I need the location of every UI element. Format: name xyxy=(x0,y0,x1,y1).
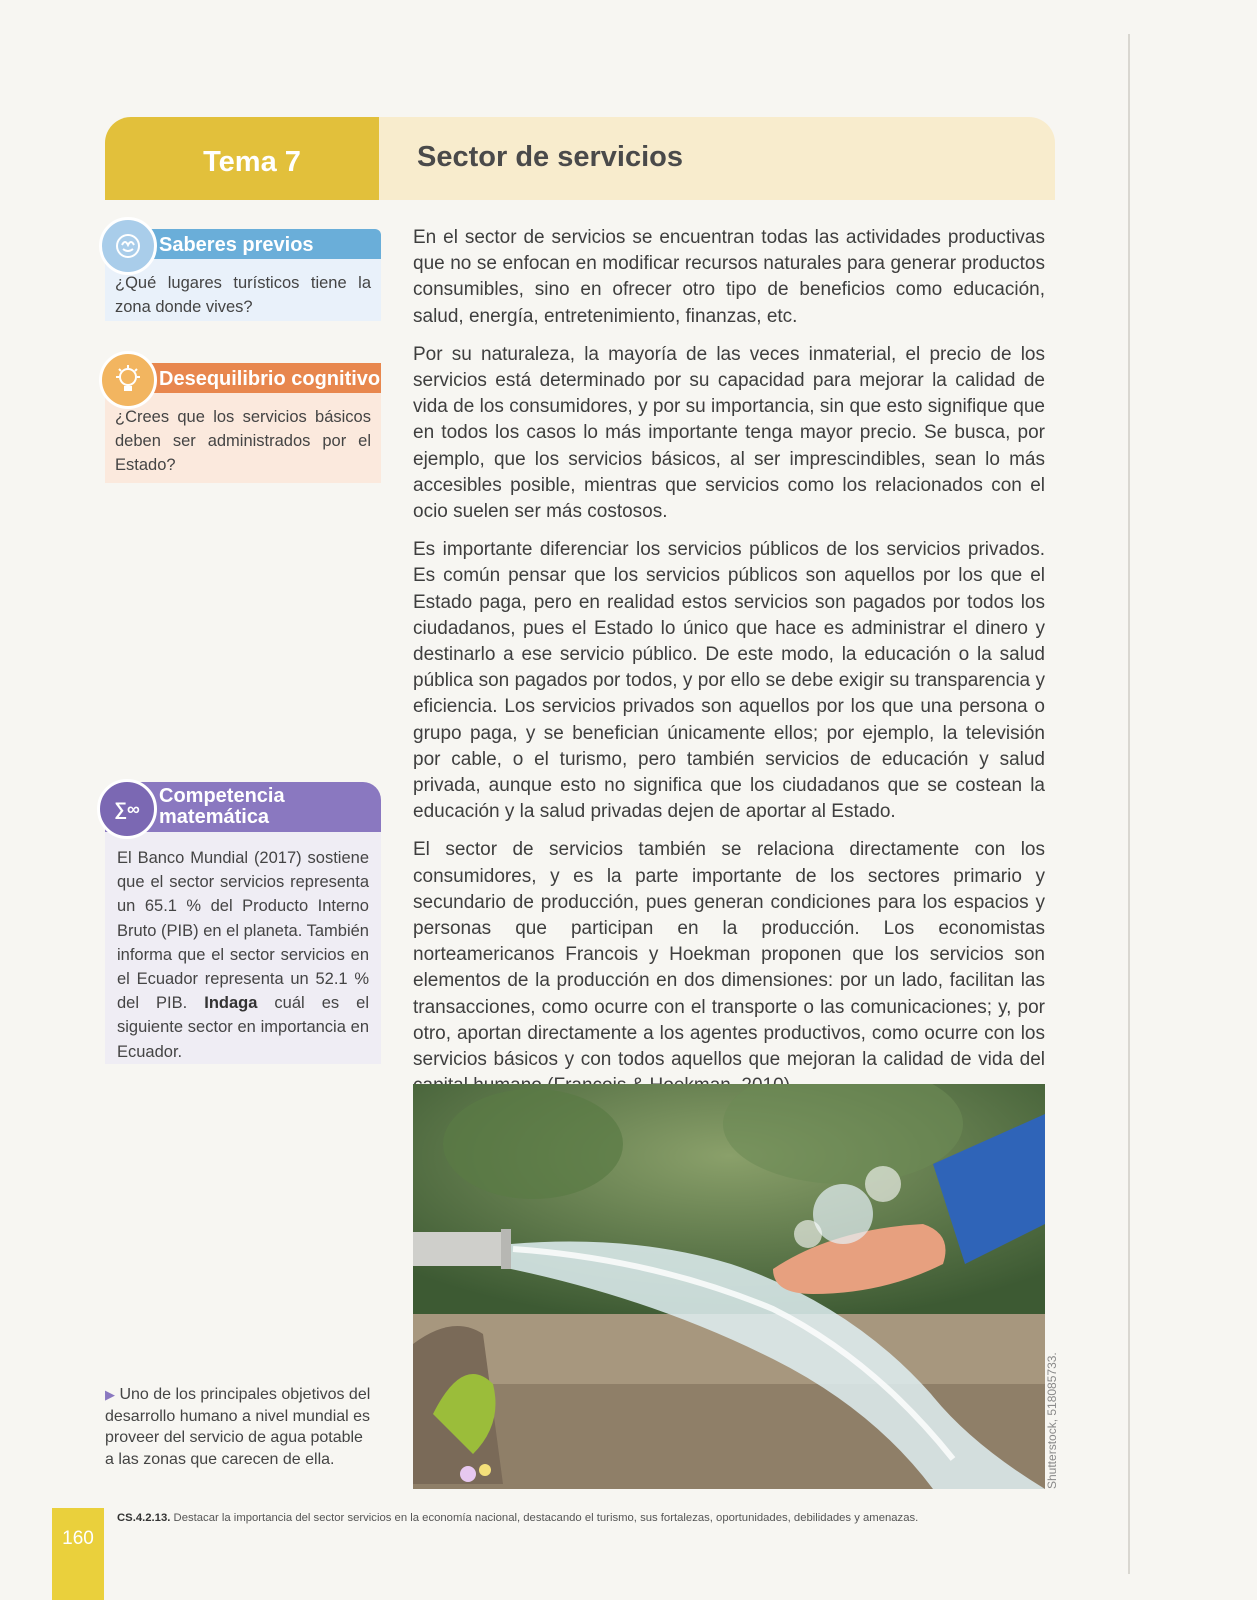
caption-text: Uno de los principales objetivos del desarrollo humano a nivel mundial es proveer del servicio de agua potable a las zonas que carecen de ella. xyxy=(105,1386,371,1468)
desequilibrio-cognitivo-title: Desequilibrio cognitivo xyxy=(159,368,381,390)
competencia-title-line2: matemática xyxy=(159,806,270,828)
chapter-header xyxy=(105,117,1055,200)
competencia-matematica-text xyxy=(105,832,381,1064)
photo-credit: Shutterstock, 518085733. xyxy=(1045,1352,1059,1489)
paragraph: Es importante diferenciar los servicios públicos de los servicios privados. Es común pensar que los servicios públicos son aquellos por los que el Estado paga, pero en realidad estos servicios son pagados por todos los ciudadanos, pues el Estado lo único que hace es administrar el dinero y destinarlo a ese servicio público. De este modo, la educación o la salud pública son pagados por todos, y por ello se debe exigir su transparencia y eficiencia. Los servicios privados son aquellos por los que una persona o grupo paga, y se benefician únicamente ellos; por ejemplo, la televisión por cable, o el turismo, pero también servicios de educación y salud privada, aunque esto no significa que los ciudadanos que se costean la educación y la salud privadas dejen de aportar al Estado. xyxy=(413,539,1045,823)
paragraph: Por su naturaleza, la mayoría de las veces inmaterial, el precio de los servicios está determinado por su capacidad para mejorar la calidad de vida de los consumidores, y por su importancia, sin que esto signifique que en todos los casos lo más importante tenga mayor precio. Se busca, por ejemplo, que los servicios básicos, al ser imprescindibles, sean lo más accesibles posible, mientras que servicios como los relacionados con el ocio suelen ser más costosos. xyxy=(413,343,1045,523)
saberes-previos-text: ¿Qué lugares turísticos tiene la zona donde vives? xyxy=(105,259,381,321)
curriculum-footnote xyxy=(117,1512,1037,1524)
competencia-text-after: cuál es el siguiente sector en importancia en Ecuador. xyxy=(117,994,369,1061)
competencia-text-bold: Indaga xyxy=(204,994,258,1013)
saberes-previos-header xyxy=(105,229,381,259)
desequilibrio-cognitivo-header xyxy=(105,363,381,393)
desequilibrio-cognitivo-box xyxy=(105,363,381,483)
saberes-previos-box xyxy=(105,229,381,321)
page-title: Sector de servicios xyxy=(417,141,683,173)
math-symbols-icon: ∑∞ xyxy=(97,779,157,839)
lightbulb-icon xyxy=(99,351,157,409)
tema-badge xyxy=(105,117,379,200)
page-number: 160 xyxy=(52,1508,104,1600)
competencia-matematica-header xyxy=(105,782,381,832)
water-pipe-illustration xyxy=(413,1084,1045,1489)
caption-arrow-icon: ▶ xyxy=(105,1387,115,1402)
desequilibrio-cognitivo-text: ¿Crees que los servicios básicos deben ser administrados por el Estado? xyxy=(105,393,381,483)
title-bar xyxy=(379,117,1055,200)
paragraph: El sector de servicios también se relaciona directamente con los consumidores, y es la parte importante de los sectores primario y secundario de producción, pues generan condiciones para los espacios y personas que participan en la producción. Los economistas norteamericanos Francois y Hoekman proponen que los servicios son elementos de la producción en dos dimensiones: por un lado, facilitan las transacciones, como ocurre con el transporte o las comunicaciones; y, por otro, aportan directamente a los agentes productivos, como ocurre con los servicios básicos y con todos aquellos que mejoran la calidad de vida del xyxy=(413,839,1045,1071)
saberes-previos-title: Saberes previos xyxy=(159,234,314,256)
competencia-matematica-box xyxy=(105,782,381,1064)
water-photo xyxy=(413,1084,1045,1489)
footnote-text: Destacar la importancia del sector servicios en la economía nacional, destacando el turismo, sus fortalezas, oportunidades, debilidades y amenazas. xyxy=(170,1512,919,1524)
page-edge-line xyxy=(1128,34,1130,1574)
photo-caption xyxy=(105,1384,373,1470)
tema-label: Tema 7 xyxy=(203,146,301,178)
competencia-text-before: El Banco Mundial (2017) sostiene que el sector servicios representa un 65.1 % del Producto Interno Bruto (PIB) en el planeta. También informa que el sector servicios en el Ecuador representa un 52.1 % del PIB. xyxy=(117,849,369,1013)
footnote-code: CS.4.2.13. xyxy=(117,1512,171,1524)
main-text xyxy=(413,225,1045,1112)
brain-icon xyxy=(99,217,157,275)
paragraph: En el sector de servicios se encuentran todas las actividades productivas que no se enfocan en modificar recursos naturales para generar productos consumibles, sino en ofrecer otro tipo de beneficios como educación, salud, energía, entretenimiento, finanzas, etc. xyxy=(413,227,1045,327)
competencia-title-line1: Competencia xyxy=(159,785,285,807)
